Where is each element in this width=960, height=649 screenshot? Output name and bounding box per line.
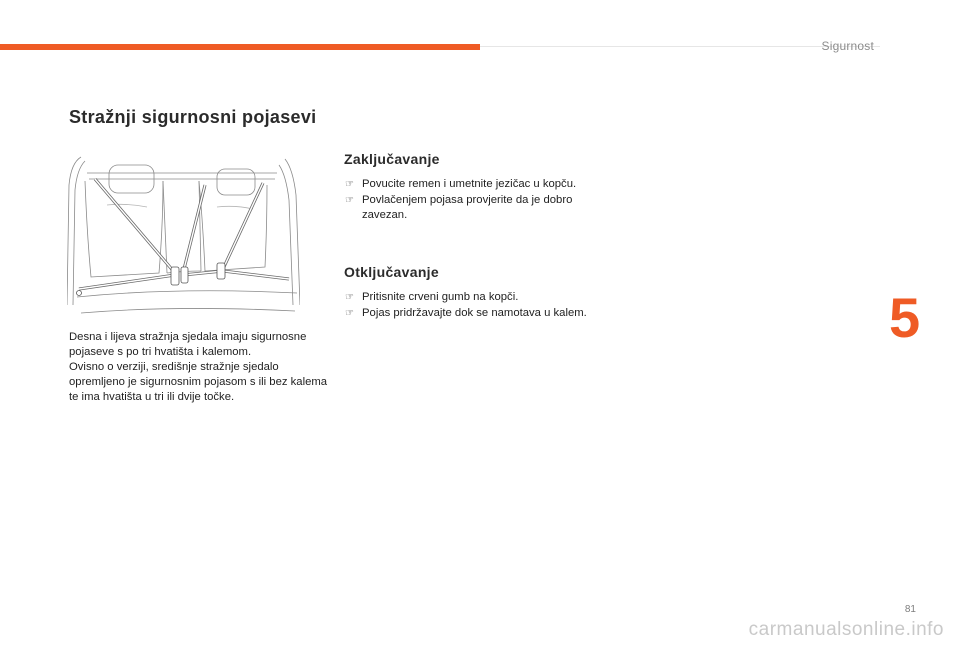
header-rule	[480, 46, 880, 47]
locking-heading: Zaključavanje	[344, 151, 440, 167]
unlocking-list	[344, 290, 614, 321]
list-item	[344, 290, 614, 305]
locking-list	[344, 177, 614, 223]
chapter-number: 5	[889, 286, 921, 349]
intro-line-1: Desna i lijeva stražnja sjedala imaju sigurnosne pojaseve s po tri hvatišta i kalemom.	[69, 331, 307, 358]
list-item	[344, 306, 614, 321]
bullet-icon: ☞	[345, 195, 354, 206]
unlocking-heading: Otključavanje	[344, 264, 439, 280]
rear-seat-belts-illustration	[67, 155, 300, 327]
list-item-text: Pojas pridržavajte dok se namotava u kalem.	[362, 307, 587, 319]
bullet-icon: ☞	[345, 179, 354, 190]
list-item-text: Pritisnite crveni gumb na kopči.	[362, 291, 519, 303]
intro-text	[69, 330, 334, 405]
bullet-icon: ☞	[345, 308, 354, 319]
section-label: Sigurnost	[821, 39, 874, 53]
page-title: Stražnji sigurnosni pojasevi	[69, 107, 317, 127]
list-item-text: Povlačenjem pojasa provjerite da je dobro zavezan.	[362, 194, 573, 221]
bullet-icon: ☞	[345, 292, 354, 303]
page-number: 81	[904, 604, 916, 615]
list-item-text: Povucite remen i umetnite jezičac u kopču.	[362, 178, 577, 190]
locking-section	[344, 151, 614, 224]
intro-line-2: Ovisno o verziji, središnje stražnje sjedalo opremljeno je sigurnosnim pojasom s ili bez kalema te ima hvatišta u tri ili dvije točke.	[69, 361, 328, 403]
list-item	[344, 193, 614, 223]
unlocking-section	[344, 264, 614, 322]
watermark: carmanualsonline.info	[748, 619, 944, 640]
header-accent-bar	[0, 44, 480, 50]
list-item	[344, 177, 614, 192]
